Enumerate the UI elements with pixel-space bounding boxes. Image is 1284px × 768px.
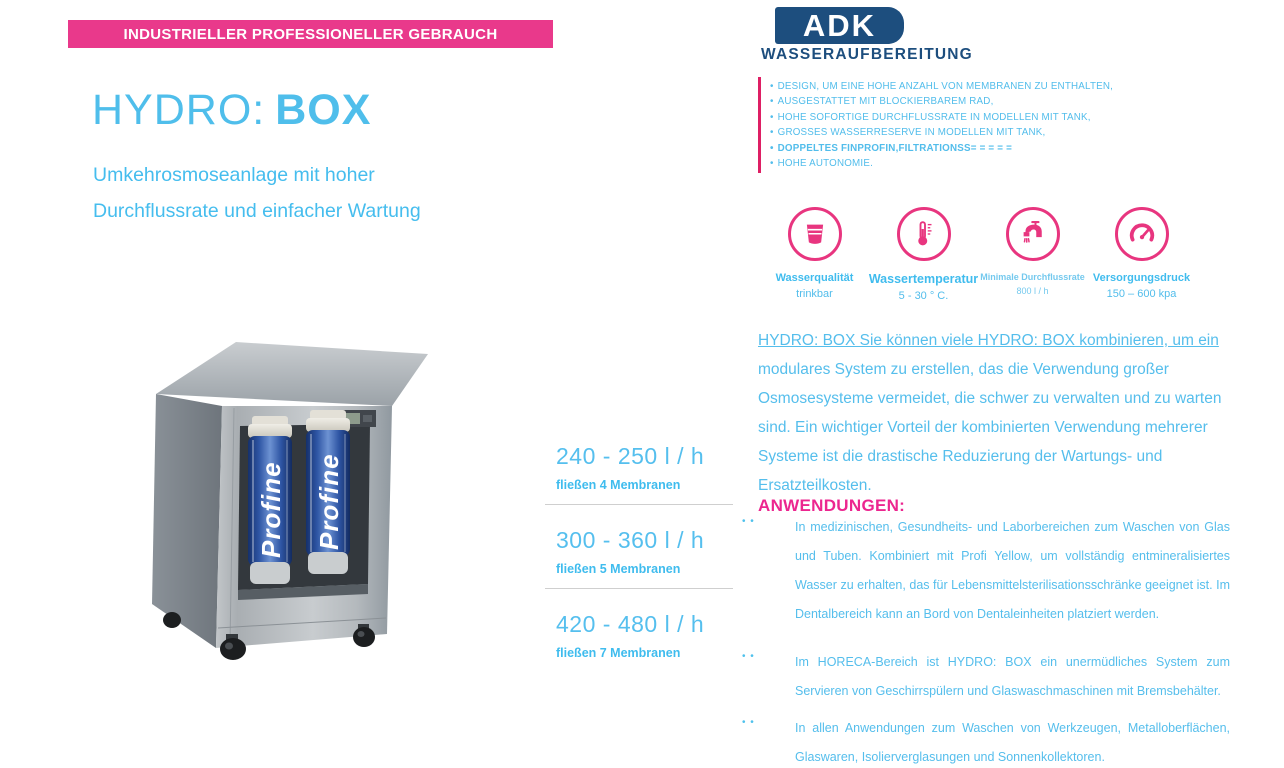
feature-item: [770, 110, 1220, 125]
spec-water-temperature: [869, 207, 978, 302]
flow-separator: [545, 504, 733, 505]
description-underlined: HYDRO: BOX Sie können viele HYDRO: BOX kombinieren, um ein: [758, 332, 1219, 349]
feature-item: [770, 156, 1220, 171]
bullet-icon: •: [770, 111, 774, 123]
applications-heading: ANWENDUNGEN:: [758, 496, 906, 515]
spec-icons-row: [760, 207, 1196, 302]
spec-title: Minimale Durchflussrate: [980, 272, 1085, 282]
flow-separator: [545, 588, 733, 589]
adk-logo-wordmark: WASSERAUFBEREITUNG: [761, 46, 973, 63]
feature-text: HOHE SOFORTIGE DURCHFLUSSRATE IN MODELLEN MIT TANK,: [777, 111, 1091, 123]
feature-item: [770, 94, 1220, 109]
flow-rate-3: 420 - 480 l / h: [556, 611, 705, 637]
application-text: In allen Anwendungen zum Waschen von Werkzeugen, Metalloberflächen, Glaswaren, Isolierverglasungen und Sonnenkollektoren.: [795, 721, 1230, 764]
subtitle-line-1: Umkehrosmoseanlage mit hoher: [93, 164, 375, 186]
adk-logo-acronym: ADK: [802, 7, 877, 43]
description-body: modulares System zu erstellen, das die Verwendung großer Osmosesysteme vermeidet, die schwer zu verwalten und zu warten sind. Ein wichtiger Vorteil der kombinierten Verwendung mehrerer Systeme ist die drastische Reduzierung der Wartungs- und Ersatzteilkosten.: [758, 361, 1222, 494]
top-banner: [68, 20, 553, 48]
flow-rate-1-membranes: fließen 4 Membranen: [556, 478, 681, 492]
spec-value: 800 l / h: [1016, 286, 1049, 296]
filter-brand-label: Profine: [256, 461, 286, 558]
spec-value: 5 - 30 ° C.: [898, 290, 949, 302]
feature-text: DESIGN, UM EINE HOHE ANZAHL VON MEMBRANEN ZU ENTHALTEN,: [777, 81, 1114, 92]
page-title: [92, 86, 371, 135]
feature-list: [758, 77, 1220, 173]
feature-text: AUSGESTATTET MIT BLOCKIERBAREM RAD,: [777, 96, 994, 108]
water-glass-icon: [788, 207, 842, 261]
spec-title: Wassertemperatur: [868, 272, 979, 286]
bullet-icon: •: [770, 127, 774, 139]
product-image: [130, 328, 460, 663]
application-item: [742, 714, 1230, 768]
gauge-icon: [1115, 207, 1169, 261]
filter-cartridge-left: [248, 416, 292, 584]
flow-rate-3-membranes: fließen 7 Membranen: [556, 646, 681, 660]
bullet-icon: •: [770, 158, 774, 170]
faucet-icon: [1006, 207, 1060, 261]
filter-cartridge-right: [306, 410, 350, 574]
bullet-icon: •: [770, 142, 774, 154]
bullet-icon: • •: [742, 516, 755, 527]
feature-text: HOHE AUTONOMIE.: [777, 158, 873, 170]
feature-text: GROSSES WASSERRESERVE IN MODELLEN MIT TANK,: [777, 127, 1046, 139]
feature-item: [770, 141, 1220, 156]
application-text: Im HORECA-Bereich ist HYDRO: BOX ein unermüdliches System zum Servieren von Geschirrspülern und Glaswaschmaschinen mit Bremsbehälter.: [795, 655, 1230, 698]
spec-value: trinkbar: [796, 288, 833, 300]
banner-label: INDUSTRIELLER PROFESSIONELLER GEBRAUCH: [123, 25, 498, 43]
feature-item: [770, 125, 1220, 140]
application-item: [742, 648, 1230, 706]
flow-rate-2-membranes: fließen 5 Membranen: [556, 562, 681, 576]
subtitle-line-2: Durchflussrate und einfacher Wartung: [93, 200, 421, 222]
spec-water-quality: [760, 207, 869, 302]
spec-title: Wasserqualität: [775, 272, 854, 284]
spec-value: 150 – 600 kpa: [1106, 288, 1177, 300]
bullet-icon: •: [770, 96, 774, 108]
application-text: In medizinischen, Gesundheits- und Laborbereichen zum Waschen von Glas und Tuben. Kombiniert mit Profi Yellow, um vollständig entmineralisiertes Wasser zu erhalten, das für Lebensmittelsterilisationsschränke geeignet ist. Im Dentalbereich kann an Bord von Dentaleinheiten platziert werden.: [795, 520, 1230, 621]
bullet-icon: • •: [742, 717, 755, 728]
bullet-icon: •: [770, 81, 774, 92]
flow-rate-2: 300 - 360 l / h: [556, 527, 705, 553]
thermometer-icon: [897, 207, 951, 261]
filter-brand-label: Profine: [314, 453, 344, 550]
flow-rate-1: 240 - 250 l / h: [556, 443, 705, 469]
feature-item: [770, 79, 1220, 94]
feature-text: DOPPELTES FINPROFIN,FILTRATIONSS= = = = =: [777, 142, 1013, 154]
bullet-icon: • •: [742, 651, 755, 662]
product-subtitle: [93, 157, 421, 229]
title-bold: BOX: [275, 86, 372, 134]
spec-supply-pressure: [1087, 207, 1196, 302]
title-regular: HYDRO:: [92, 86, 266, 134]
spec-min-flow-rate: [978, 207, 1087, 302]
flow-rate-list: [556, 443, 736, 660]
adk-logo: [775, 7, 904, 44]
application-item: [742, 513, 1230, 629]
product-description: [758, 326, 1232, 500]
spec-title: Versorgungsdruck: [1092, 272, 1191, 284]
